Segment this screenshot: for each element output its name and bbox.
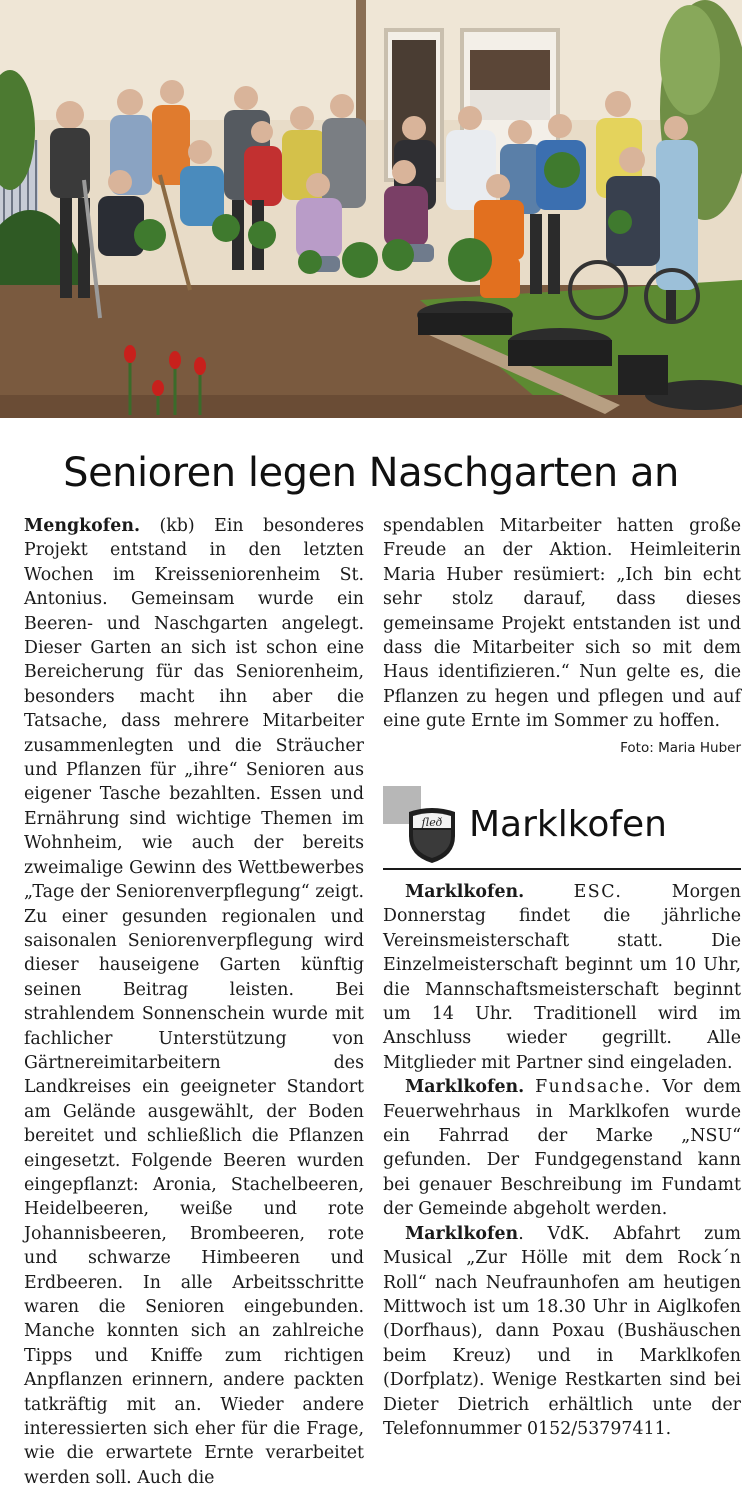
crest-lettering: ſleð bbox=[421, 816, 443, 829]
news-briefs bbox=[383, 880, 741, 1441]
brief-text: Vor dem Feuerwehrhaus in Marklkofen wurde ein Fahrrad der Marke „NSU“ gefunden. Der Fundgegenstand kann bei genauer Beschreibung im Fundamt der Gemeinde abgeholt werden. bbox=[383, 1077, 742, 1220]
brief-item bbox=[383, 1222, 741, 1442]
brief-dateline: Marklkofen. bbox=[405, 882, 525, 902]
article-headline: Senioren legen Naschgarten an bbox=[63, 450, 679, 496]
brief-tag: Fundsache. bbox=[535, 1077, 652, 1098]
coat-of-arms-icon bbox=[407, 806, 457, 864]
article-text-left: (kb) Ein besonderes Projekt entstand in den letzten Wochen im Kreisseniorenheim St. Antonius. Gemeinsam wurde ein Beeren- und Naschgarten angelegt. Dieser Garten an sich ist schon eine Bereicherung für das Seniorenheim, besonders macht ihn aber die Tatsache, dass mehrere Mitarbeiter zusammenlegten und die Sträucher und Pflanzen für „ihre“ Senioren aus eigener Tasche bezahlten. Essen und Ernährung sind wichtige Themen im Wohnheim, wie auch der bereits zweimalige Gewinn des Wettbewerbes „Tage der Seniorenverpflegung“ zeigt. Zu einer gesunden regionalen und saisonalen Seniorenverpflegung wird dieser hauseigene Garten künftig seinen Beitrag leisten. Bei strahlendem Sonnenschein wurde mit fachlicher Unterstützung von Gärtnereimitarbeitern des Landkreises ein geeigneter Standort am Gelände ausgewählt, der Boden bereitet und schließlich die Pflanzen eingesetzt. Folgende Beeren wurden eingepflanzt: Aronia, Stachelbeeren, Heidelbeeren, weiße und rote Johannisbeeren, Brombeeren, rote und schwarze Himbeeren und Erdbeeren. In alle Arbeitsschritte waren die Senioren eingebunden. Manche konnten sich an zahlreiche Tipps und Kniffe zum richtigen Anpflanzen erinnern, andere packten tatkräftig mit an. Wieder andere interessierten sich eher für die Frage, wie die erwartete Ernte verarbeitet werden soll. Auch die bbox=[24, 516, 364, 1488]
brief-item bbox=[383, 880, 741, 1075]
brief-tag: ESC. bbox=[573, 882, 623, 902]
brief-tag: . VdK. bbox=[518, 1223, 590, 1244]
brief-dateline: Marklkofen. bbox=[405, 1077, 525, 1098]
photo-credit: Foto: Maria Huber bbox=[620, 739, 741, 756]
article-photo bbox=[0, 0, 742, 418]
section-title: Marklkofen bbox=[469, 804, 667, 845]
article-body-left bbox=[24, 514, 364, 1490]
article-body-right bbox=[383, 514, 741, 760]
dateline: Mengkofen. bbox=[24, 516, 141, 536]
brief-item bbox=[383, 1075, 741, 1221]
brief-text: Morgen Donnerstag findet die jährliche Vereinsmeisterschaft statt. Die Einzelmeisterschaft beginnt um 10 Uhr, die Mannschaftsmeisterschaft beginnt um 14 Uhr. Traditionell wird im Anschluss wieder gegrillt. Alle Mitglieder mit Partner sind eingeladen. bbox=[383, 882, 741, 1073]
brief-text: Abfahrt zum Musical „Zur Hölle mit dem Rock´n Roll“ nach Neufraunhofen am heutigen Mittwoch ist um 18.30 Uhr in Aiglkofen (Dorfhaus), dann Poxau (Bushäuschen beim Kreuz) und in Marklkofen (Dorfplatz). Wenige Restkarten sind bei Dieter Dietrich erhältlich unte der Telefonnummer 0152/53797411. bbox=[383, 1223, 741, 1439]
brief-dateline: Marklkofen bbox=[405, 1223, 519, 1244]
section-header bbox=[383, 786, 741, 870]
article-text-right: spendablen Mitarbeiter hatten große Freude an der Aktion. Heimleiterin Maria Huber resümiert: „Ich bin echt sehr stolz darauf, dass dieses gemeinsame Projekt entstanden ist und dass die Mitarbeiter sich so mit dem Haus identifizieren.“ Nun gelte es, die Pflanzen zu hegen und pflegen und auf eine gute Ernte im Sommer zu hoffen. bbox=[383, 516, 741, 732]
